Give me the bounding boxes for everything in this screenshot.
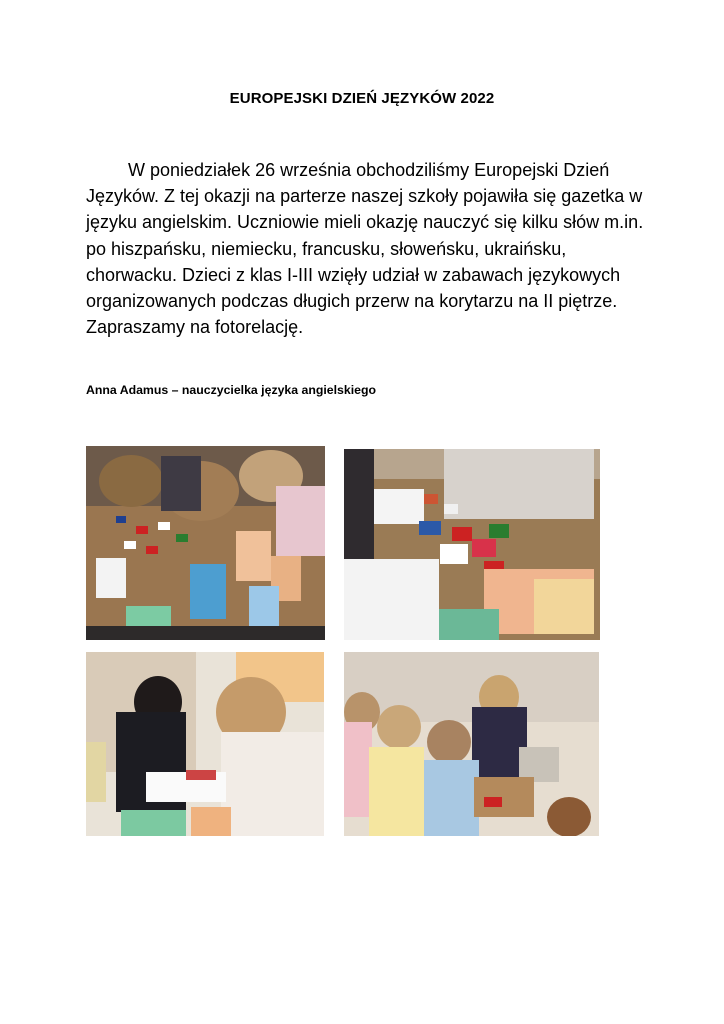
page-title: EUROPEJSKI DZIEŃ JĘZYKÓW 2022 — [229, 90, 495, 107]
photo-children-teacher-desk — [86, 652, 324, 836]
photo-teacher-with-girls — [344, 652, 599, 836]
photo-children-flags-table — [86, 446, 325, 640]
author-signature: Anna Adamus – nauczycielka języka angielskiego — [86, 383, 377, 397]
article-paragraph: W poniedziałek 26 września obchodziliśmy Europejski Dzień Języków. Z tej okazji na parterze naszej szkoły pojawiła się gazetka w języku angielskim. Uczniowie mieli okazję nauczyć się kilku słów m.in. po hiszpańsku, niemiecku, francusku, słoweńsku, ukraińsku, chorwacku. Dzieci z klas I-III wzięły udział w zabawach językowych organizowanych podczas długich przerw na korytarzu na II piętrze. Zapraszamy na fotorelację. — [86, 160, 644, 338]
article-body — [86, 157, 646, 340]
photo-flag-cards-table — [344, 449, 600, 640]
